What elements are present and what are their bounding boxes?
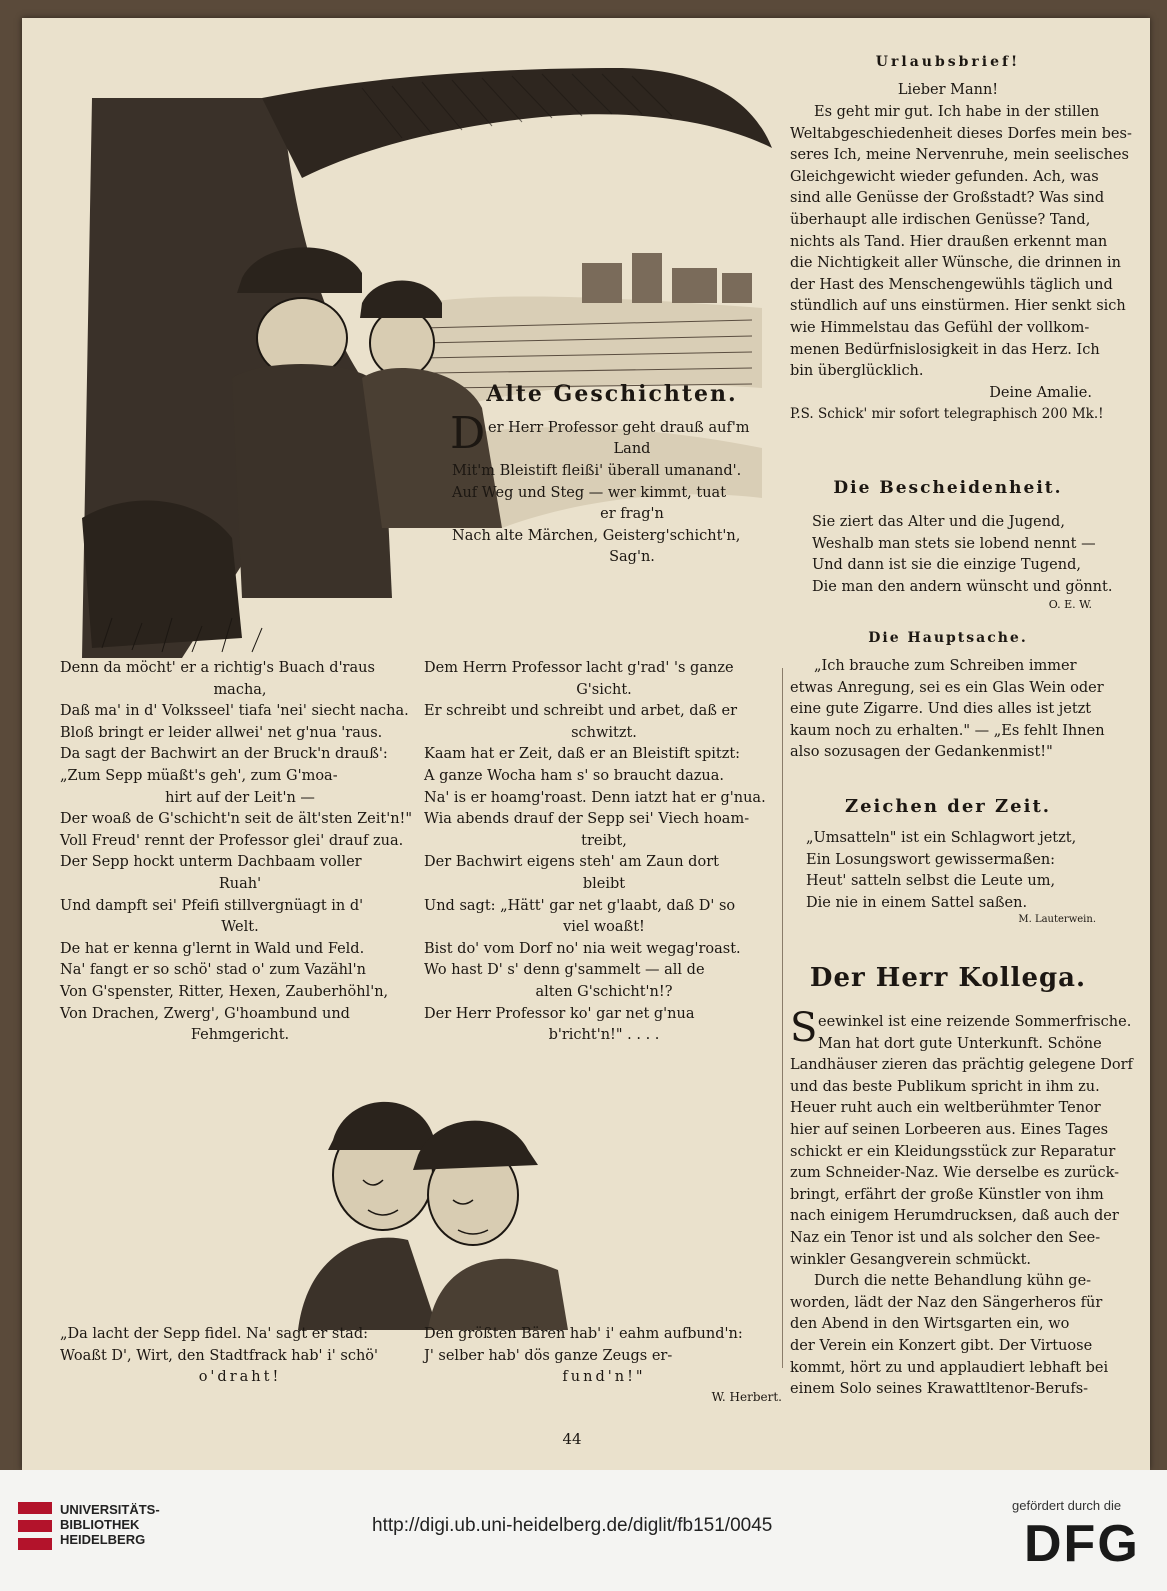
kollega-line: Naz ein Tenor ist und als solcher den See-: [790, 1229, 1101, 1246]
alte-end-right-line: Den größten Bären hab' i' eahm aufbund'n:: [424, 1326, 743, 1342]
poem-line: A ganze Wocha ham s' so braucht dazua.: [424, 767, 724, 784]
poem-line: viel woaßt!: [563, 919, 645, 936]
hauptsache-body: [790, 656, 1122, 764]
urlaubsbrief-body: [790, 102, 1132, 426]
alte-dropcap: D: [450, 408, 486, 459]
poem-line: „Umsatteln" ist ein Schlagwort jetzt,: [806, 830, 1077, 846]
poem-line: hirt auf der Leit'n —: [165, 789, 315, 806]
kollega-line: schickt er ein Kleidungsstück zur Reparatur: [790, 1143, 1116, 1160]
poem-line: Bloß bringt er leider allwei' net g'nua 'raus.: [60, 724, 383, 741]
poem-line: „Zum Sepp müaßt's geh', zum G'moa-: [60, 767, 338, 784]
urlaubsbrief-line: stündlich auf uns einstürmen. Hier senkt sich: [790, 298, 1126, 315]
alte-author: W. Herbert.: [711, 1390, 782, 1404]
zeichen-author: M. Lauterwein.: [1018, 914, 1096, 926]
poem-line: Die nie in einem Sattel saßen.: [806, 894, 1028, 911]
kollega-line: den Abend in den Wirtsgarten ein, wo: [790, 1316, 1070, 1333]
hauptsache-title: Die Hauptsache.: [868, 630, 1028, 646]
poem-line: alten G'schicht'n!?: [535, 983, 673, 1000]
kollega-line: eewinkel ist eine reizende Sommerfrische.: [818, 1014, 1132, 1030]
kollega-line: und das beste Publikum spricht in ihm zu.: [790, 1078, 1100, 1095]
poem-line: Wo hast D' s' denn g'sammelt — all de: [424, 962, 705, 979]
kollega-line: bringt, erfährt der große Künstler von ihm: [790, 1186, 1104, 1203]
hauptsache-line: etwas Anregung, sei es ein Glas Wein oder: [790, 679, 1104, 696]
poem-line: Wia abends drauf der Sepp sei' Viech hoam-: [424, 811, 750, 828]
poem-line: bleibt: [582, 875, 626, 892]
poem-line: Bist do' vom Dorf no' nia weit wegag'roast.: [424, 940, 741, 957]
poem-line: Daß ma' in d' Volksseel' tiafa 'nei' siecht nacha.: [60, 703, 409, 720]
hauptsache-line: kaum noch zu erhalten." — „Es fehlt Ihnen: [790, 722, 1105, 739]
kollega-body: [790, 1012, 1133, 1401]
kollega-line: winkler Gesangverein schmückt.: [790, 1251, 1032, 1268]
poem-line: Kaam hat er Zeit, daß er an Bleistift spitzt:: [424, 746, 741, 763]
kollega-line: zum Schneider-Naz. Wie derselbe es zurück-: [790, 1165, 1120, 1182]
kollega-line: Heuer ruht auch ein weltberühmter Tenor: [790, 1100, 1101, 1117]
poem-line: De hat er kenna g'lernt in Wald und Feld.: [60, 940, 365, 957]
column-divider: [782, 668, 783, 1368]
poem-line: Die man den andern wünscht und gönnt.: [812, 578, 1113, 595]
kollega-line: worden, lädt der Naz den Sängerheros für: [790, 1294, 1103, 1311]
alte-stanza-line: Nach alte Märchen, Geisterg'schicht'n,: [452, 528, 741, 544]
poem-line: schwitzt.: [571, 724, 637, 741]
kollega-line: einem Solo seines Krawattltenor-Berufs-: [790, 1381, 1089, 1398]
poem-line: Und dann ist sie die einzige Tugend,: [812, 557, 1081, 574]
kollega-line: nach einigem Herumdrucksen, daß auch der: [790, 1208, 1119, 1225]
urlaubsbrief-line: der Hast des Menschengewühls täglich und: [790, 276, 1113, 293]
urlaubsbrief-line: menen Bedürfnislosigkeit in das Herz. Ich: [790, 341, 1100, 358]
kollega-line: Landhäuser zieren das prächtig gelegene Dorf: [790, 1057, 1133, 1074]
alte-stanza-line: Land: [613, 441, 651, 457]
alte-end-right-line: fund'n!": [562, 1369, 646, 1385]
poem-line: treibt,: [581, 832, 627, 849]
zeichen-title: Zeichen der Zeit.: [844, 796, 1052, 817]
alte-end-left-line: „Da lacht der Sepp fidel. Na' sagt er stad:: [60, 1326, 368, 1342]
bescheidenheit-author: O. E. W.: [1048, 598, 1092, 612]
alte-stanza-line: er frag'n: [600, 506, 664, 522]
poem-line: Und sagt: „Hätt' gar net g'laabt, daß D' so: [424, 897, 736, 914]
library-name-line: HEIDELBERG: [60, 1532, 146, 1547]
kollega-line: der Verein ein Konzert gibt. Der Virtuose: [790, 1337, 1093, 1354]
poem-line: Voll Freud' rennt der Professor glei' drauf zua.: [60, 832, 404, 849]
scanned-page: [22, 18, 1150, 1470]
alte-stanza-line: Sag'n.: [609, 549, 655, 565]
poem-line: Weshalb man stets sie lobend nennt —: [812, 535, 1096, 552]
alte-stanza-line: er Herr Professor geht drauß auf'm: [488, 420, 750, 436]
alte-stanza-line: Mit'm Bleistift fleißi' überall umanand'.: [452, 463, 742, 479]
kollega-line: Durch die nette Behandlung kühn ge-: [814, 1273, 1092, 1290]
alte-end-right-line: J' selber hab' dös ganze Zeugs er-: [424, 1348, 673, 1364]
zeichen-poem: [806, 828, 1106, 925]
urlaubsbrief-closing: Deine Amalie.: [989, 384, 1092, 401]
bescheidenheit-title: Die Bescheidenheit.: [833, 478, 1063, 498]
urlaubsbrief-line: überhaupt alle irdischen Genüsse? Tand,: [790, 211, 1091, 228]
urlaubsbrief-line: Gleichgewicht wieder gefunden. Ach, was: [790, 168, 1099, 185]
bescheidenheit-poem: [812, 512, 1112, 611]
poem-line: Und dampft sei' Pfeifi stillvergnüagt in d': [60, 897, 364, 914]
page-number: 44: [562, 1430, 582, 1448]
library-name: [60, 1502, 160, 1547]
kollega-line: kommt, hört zu und applaudiert lebhaft bei: [790, 1359, 1109, 1376]
alte-column-right: [424, 658, 784, 1047]
urlaubsbrief-line: Weltabgeschiedenheit dieses Dorfes mein bes-: [790, 125, 1132, 142]
poem-line: macha,: [213, 681, 267, 698]
poem-line: Ein Losungswort gewissermaßen:: [806, 851, 1056, 868]
poem-line: Sie ziert das Alter und die Jugend,: [812, 514, 1065, 530]
dfg-logo: DFG: [1024, 1515, 1140, 1573]
alte-stanza-line: Auf Weg und Steg — wer kimmt, tuat: [452, 485, 727, 501]
alte-end-left-line: o'draht!: [198, 1369, 282, 1385]
poem-line: Ruah': [218, 875, 262, 892]
poem-line: Dem Herrn Professor lacht g'rad' 's ganze: [424, 660, 734, 676]
poem-line: Na' is er hoamg'roast. Denn iatzt hat er g'nua.: [424, 789, 766, 806]
poem-line: Er schreibt und schreibt und arbet, daß er: [424, 703, 738, 720]
hauptsache-line: eine gute Zigarre. Und dies alles ist jetzt: [790, 701, 1092, 718]
source-url-link[interactable]: http://digi.ub.uni-heidelberg.de/diglit/fb151/0045: [372, 1515, 773, 1536]
kollega-line: Man hat dort gute Unterkunft. Schöne: [818, 1035, 1102, 1052]
library-name-line: UNIVERSITÄTS-: [60, 1502, 160, 1517]
library-logo-icon: [18, 1502, 52, 1552]
poem-line: b'richt'n!" . . . .: [548, 1027, 660, 1044]
alte-column-left: [60, 658, 420, 1047]
poem-line: Welt.: [221, 919, 259, 936]
poem-line: Der Herr Professor ko' gar net g'nua: [424, 1005, 695, 1022]
poem-line: Heut' satteln selbst die Leute um,: [806, 873, 1056, 890]
alte-geschichten-title: Alte Geschichten.: [486, 381, 738, 407]
urlaubsbrief-title: Urlaubsbrief!: [875, 54, 1021, 70]
urlaubsbrief-line: die Nichtigkeit aller Wünsche, die drinnen in: [790, 255, 1121, 272]
library-name-line: BIBLIOTHEK: [60, 1517, 140, 1532]
poem-line: Denn da möcht' er a richtig's Buach d'raus: [60, 660, 375, 676]
urlaubsbrief-salutation: Lieber Mann!: [897, 82, 999, 98]
urlaubsbrief-ps: P.S. Schick' mir sofort telegraphisch 200 Mk.!: [790, 406, 1104, 423]
poem-line: Der Sepp hockt unterm Dachbaam voller: [60, 854, 362, 871]
kollega-line: hier auf seinen Lorbeeren aus. Eines Tages: [790, 1121, 1109, 1138]
poem-line: Da sagt der Bachwirt an der Bruck'n drauß':: [60, 746, 388, 763]
hauptsache-line: also sozusagen der Gedankenmist!": [790, 744, 1053, 761]
urlaubsbrief-line: sind alle Genüsse der Großstadt? Was sind: [790, 190, 1105, 207]
poem-line: Der woaß de G'schicht'n seit de ält'sten Zeit'n!": [60, 811, 413, 828]
poem-line: Der Bachwirt eigens steh' am Zaun dort: [424, 854, 719, 871]
poem-line: Fehmgericht.: [190, 1027, 290, 1044]
poem-line: Na' fangt er so schö' stad o' zum Vazähl'n: [60, 962, 366, 979]
alte-end-left-line: Woaßt D', Wirt, den Stadtfrack hab' i' schö': [60, 1348, 379, 1364]
kollega-title: Der Herr Kollega.: [809, 963, 1087, 993]
poem-line: Von G'spenster, Ritter, Hexen, Zauberhöhl'n,: [60, 983, 389, 1000]
kollega-dropcap: S: [790, 1005, 818, 1051]
urlaubsbrief-line: bin überglücklich.: [790, 363, 924, 380]
urlaubsbrief-line: wie Himmelstau das Gefühl der vollkom-: [790, 319, 1090, 336]
urlaubsbrief-line: seres Ich, meine Nervenruhe, mein seelisches: [790, 147, 1129, 164]
hauptsache-line: „Ich brauche zum Schreiben immer: [814, 658, 1077, 674]
poem-line: Von Drachen, Zwerg', G'hoambund und: [60, 1005, 350, 1022]
urlaubsbrief-line: Es geht mir gut. Ich habe in der stillen: [814, 104, 1100, 120]
footer-bar: [0, 1470, 1167, 1591]
urlaubsbrief-line: nichts als Tand. Hier draußen erkennt man: [790, 233, 1108, 250]
poem-line: G'sicht.: [576, 681, 632, 698]
funded-by-label: gefördert durch die: [1012, 1498, 1122, 1513]
illustration-two-laughing-men: [268, 1080, 598, 1330]
